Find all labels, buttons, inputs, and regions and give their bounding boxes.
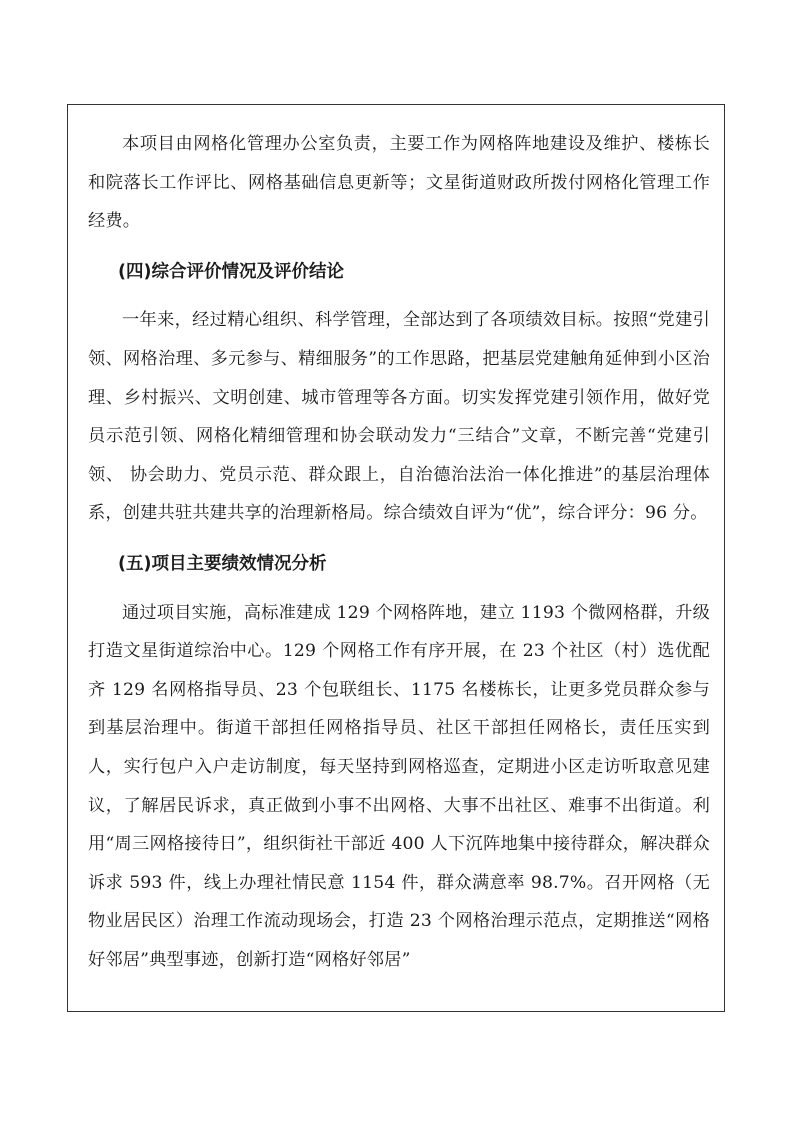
- document-body: [88, 125, 710, 979]
- paragraph-funding: 本项目由网格化管理办公室负责，主要工作为网格阵地建设及维护、楼栋长和院落长工作评比、网格基础信息更新等；文星街道财政所拨付网格化管理工作经费。: [88, 134, 710, 232]
- paragraph-evaluation: 一年来，经过精心组织、科学管理，全部达到了各项绩效目标。按照“党建引领、网格治理、多元参与、精细服务”的工作思路，把基层党建触角延伸到小区治理、乡村振兴、文明创建、城市管理等各方面。切实发挥党建引领作用，做好党员示范引领、网格化精细管理和协会联动发力“三结合”文章，不断完善“党建引领、 协会助力、党员示范、群众跟上，自治德治法治一体化推进”的基层治理体系，创建共驻共建共享的治理新格局。综合绩效自评为“优”，综合评分：96 分。: [88, 310, 711, 524]
- heading-performance-analysis: (五)项目主要绩效情况分析: [118, 553, 327, 574]
- heading-evaluation-conclusion: (四)综合评价情况及评价结论: [118, 261, 344, 282]
- document-frame: [67, 104, 725, 1012]
- paragraph-performance: 通过项目实施，高标准建成 129 个网格阵地，建立 1193 个微网格群，升级打造文星街道综治中心。129 个网格工作有序开展，在 23 个社区（村）选优配齐 129 名网格指导员、23 个包联组长、1175 名楼栋长，让更多党员群众参与到基层治理中。街道干部担任网格指导员、社区干部担任网格长，责任压实到人，实行包户入户走访制度，每天坚持到网格巡查，定期进小区走访听取意见建议，了解居民诉求，真正做到小事不出网格、大事不出社区、难事不出街道。利用“周三网格接待日”，组织街社干部近 400 人下沉阵地集中接待群众，解决群众诉求 593 件，线上办理社情民意 1154 件，群众满意率 98.7%。召开网格（无物业居民区）治理工作流动现场会，打造 23 个网格治理示范点，定期推送“网格好邻居”典型事迹，创新打造“网格好邻居”: [88, 602, 710, 970]
